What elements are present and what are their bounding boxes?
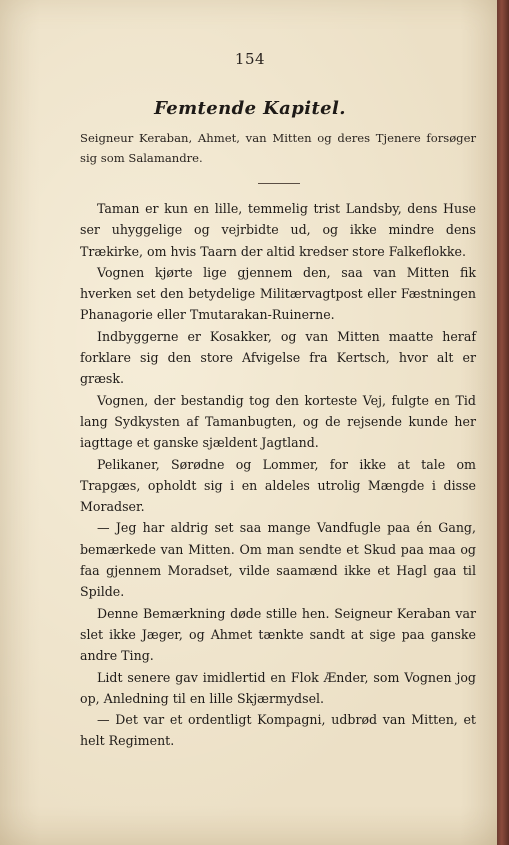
chapter-summary: Seigneur Keraban, Ahmet, van Mitten og deres Tjenere forsøger sig som Salamandre. [80, 131, 476, 165]
paragraph: Taman er kun en lille, temmelig trist Landsby, dens Huse ser uhyggelige og vejrbidte ud, og ikke mindre dens Trækirke, om hvis Taarn der altid kredser store Falkeflokke. [80, 201, 476, 259]
book-cover-edge [497, 0, 509, 845]
paragraph: Lidt senere gav imidlertid en Flok Ænder, som Vognen jog op, Anledning til en lille Skjærmydsel. [80, 669, 476, 706]
section-divider [258, 183, 300, 184]
page-number: 154 [234, 50, 266, 68]
paragraph: Denne Bemærkning døde stille hen. Seigneur Keraban var slet ikke Jæger, og Ahmet tænkte sandt at sige paa ganske andre Ting. [80, 605, 476, 664]
paragraph: Vognen kjørte lige gjennem den, saa van Mitten fik hverken set den betydelige Militærvagtpost eller Fæstningen Phanagorie eller Tmutarakan-Ruinerne. [80, 264, 476, 323]
paragraph: — Det var et ordentligt Kompagni, udbrød van Mitten, et helt Regiment. [80, 712, 476, 749]
paragraph: — Jeg har aldrig set saa mange Vandfugle paa én Gang, bemærkede van Mitten. Om man sendte et Skud paa maa og faa gjennem Moradset, vilde saamænd ikke et Hagl gaa til Spilde. [80, 520, 476, 600]
chapter-title: Femtende Kapitel. [154, 98, 346, 119]
page-bottom-shade [0, 805, 500, 845]
body-text [80, 198, 476, 752]
paragraph: Vognen, der bestandig tog den korteste Vej, fulgte en Tid lang Sydkysten af Tamanbugten, og de rejsende kunde her iagttage et ganske sjældent Jagtland. [80, 392, 476, 451]
paragraph: Pelikaner, Sørødne og Lommer, for ikke at tale om Trapgæs, opholdt sig i en aldeles utrolig Mængde i disse Moradser. [80, 456, 476, 515]
paragraph: Indbyggerne er Kosakker, og van Mitten maatte heraf forklare sig den store Afvigelse fra Kertsch, hvor alt er græsk. [80, 328, 476, 387]
